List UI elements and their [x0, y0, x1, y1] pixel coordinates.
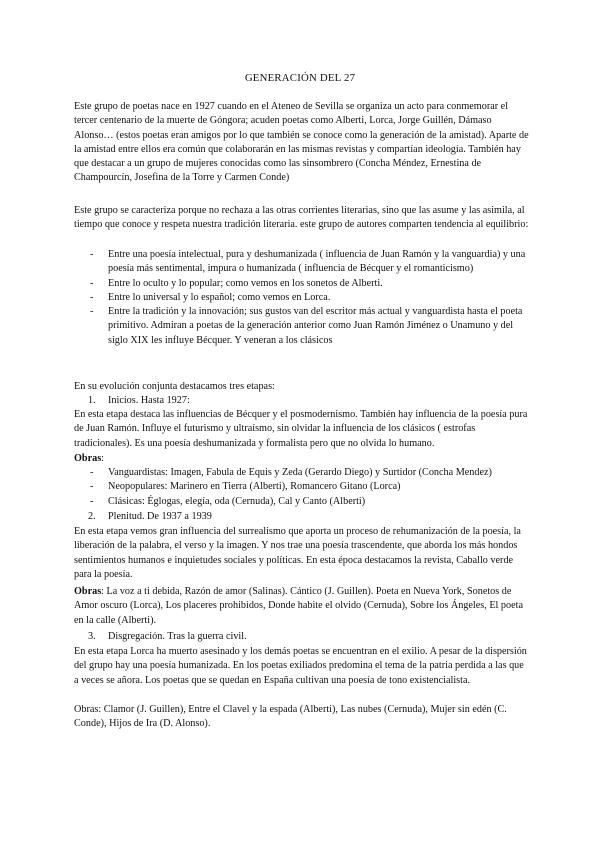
list-item: - Clásicas: Églogas, elegía, oda (Cernuda), Cal y Canto (Alberti)	[90, 495, 530, 509]
works-label: Obras	[74, 453, 102, 464]
evolution-intro: En su evolución conjunta destacamos tres etapas:	[74, 381, 275, 392]
stage-1-text: En esta etapa destaca las influencias de Bécquer y el posmodernismo. También hay influencia de la poesía pura de Juan Ramón. Influye el futurismo y ultraísmo, sin olvidar la influencia de los clásicos ( estrofas tradicionales). Es una poesía deshumanizada y formalista pero que no olvida lo humano.	[74, 409, 528, 449]
characteristics-intro: Este grupo se caracteriza porque no rechaza a las otras corrientes literarias, sino que las asume y las asimila, al tiempo que conoce y respeta nuestra tradición literaria. este grupo de autores comparten tendencia al equilibrio:	[74, 205, 529, 231]
list-item: - Entre lo universal y lo español; como vemos en Lorca.	[90, 291, 530, 305]
stage-label: Disgregación. Tras la guerra civil.	[108, 631, 247, 642]
stage-3-text: En esta etapa Lorca ha muerto asesinado y los demás poetas se encuentran en el exilio. A pesar de la dispersión del grupo hay una poesía humanizada. En los poetas exiliados predomina el tema de la patria perdida a las que a veces se añora. Los poetas que se quedan en España cultivan una poesía de tono existencialista.	[74, 646, 527, 686]
stage-1-heading	[88, 394, 528, 408]
works-label: Obras	[74, 586, 102, 597]
stage-2-text: En esta etapa vemos gran influencia del surrealismo que aporta un proceso de rehumanización de la poesía, la liberación de la palabra, el verso y la imagen. Y nos trae una poesía trascendente, que aborda los más hondos sentimientos humanos e inquietudes sociales y políticas. En esta época destacamos la revista, Caballo verde para la poesía.	[74, 526, 521, 580]
stage-1-works-heading: Obras:	[74, 453, 105, 464]
list-item: - Entre lo oculto y lo popular; como vemos en los sonetos de Alberti.	[90, 277, 530, 291]
intro-paragraph: Este grupo de poetas nace en 1927 cuando en el Ateneo de Sevilla se organiza un acto para conmemorar el tercer centenario de la muerte de Góngora; acuden poetas como Alberti, Lorca, Jorge Guillén, Dámaso Alonso… (estos poetas eran amigos por lo que también se conoce como la generación de la amistad). Aparte de la amistad entre ellos era común que colaborarán en las mismas revistas y compartían ideología. También hay que destacar a un grupo de mujeres conocidas como las sinsombrero (Concha Méndez, Ernestina de Champourcín, Josefina de la Torre y Carmen Conde)	[74, 101, 529, 184]
list-item: - Entre la tradición y la innovación; sus gustos van del escritor más actual y vanguardista hasta el poeta primitivo. Admiran a poetas de la generación anterior como Juan Ramón Jiménez o Unamuno y del siglo XIX les influye Bécquer. Y veneran a los clásicos	[90, 305, 530, 348]
stage-3-works: Obras: Clamor (J. Guillen), Entre el Clavel y la espada (Alberti), Las nubes (Cernuda), Mujer sin edén (C. Conde), Hijos de Ira (D. Alonso).	[74, 704, 507, 730]
stage-2-heading	[88, 510, 528, 524]
list-item: - Entre una poesía intelectual, pura y deshumanizada ( influencia de Juan Ramón y la vanguardia) y una poesía más sentimental, impura o humanizada ( influencia de Bécquer y el romanticismo)	[90, 248, 530, 277]
list-item: - Vanguardistas: Imagen, Fabula de Equis y Zeda (Gerardo Diego) y Surtidor (Concha Mendez)	[90, 466, 530, 480]
stage-1-works-list	[90, 466, 530, 509]
stage-2-works: Obras: La voz a ti debida, Razón de amor (Salinas). Cántico (J. Guillen). Poeta en Nueva York, Sonetos de Amor oscuro (Lorca), Los placeres prohibidos, Donde habite el olvido (Cernuda), Sobre los Ángeles, El poeta en la calle (Alberti).	[74, 586, 523, 626]
page-title: GENERACIÓN DEL 27	[244, 72, 356, 84]
stage-label: Inicios. Hasta 1927:	[108, 395, 190, 406]
stage-3-heading	[88, 630, 528, 644]
list-item: - Neopopulares: Marinero en Tierra (Alberti), Romancero Gitano (Lorca)	[90, 480, 530, 494]
stage-label: Plenitud. De 1937 a 1939	[108, 511, 212, 522]
stage-number: 3.	[88, 631, 96, 642]
stage-number: 2.	[88, 511, 96, 522]
characteristics-list	[90, 248, 530, 348]
stage-number: 1.	[88, 395, 96, 406]
